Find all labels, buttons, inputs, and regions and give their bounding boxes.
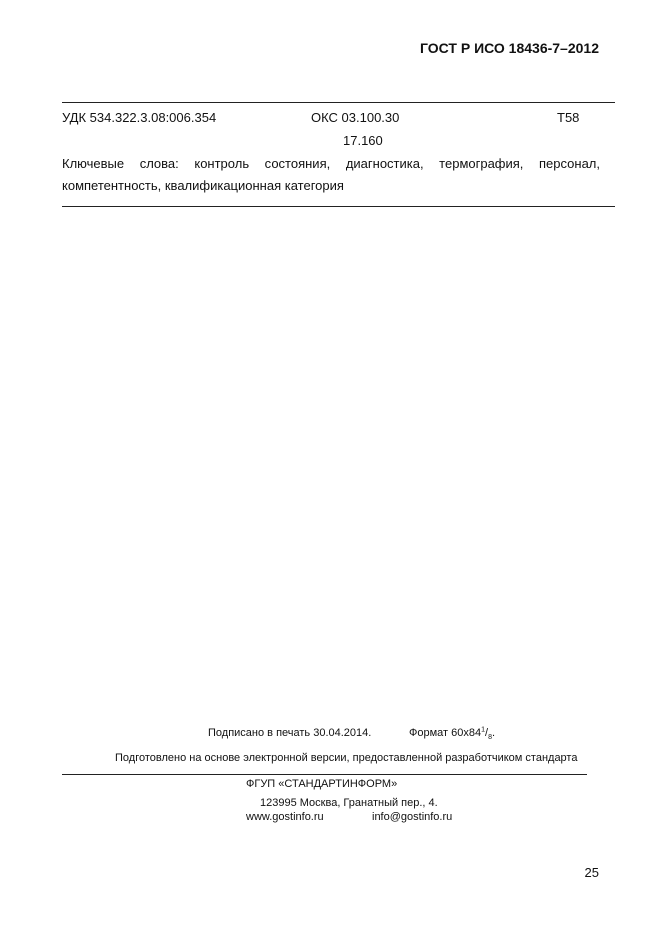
oks-code-second: 17.160 bbox=[343, 133, 383, 148]
udk-code: УДК 534.322.3.08:006.354 bbox=[62, 110, 217, 125]
format-label: Формат 60х84 bbox=[409, 727, 482, 739]
top-divider bbox=[62, 102, 615, 103]
publisher-address: 123995 Москва, Гранатный пер., 4. bbox=[260, 797, 438, 809]
publisher-name: ФГУП «СТАНДАРТИНФОРМ» bbox=[246, 778, 398, 790]
keywords-divider bbox=[62, 206, 615, 207]
classification-code: Т58 bbox=[557, 110, 580, 125]
format-end: . bbox=[491, 727, 496, 739]
publisher-email[interactable]: info@gostinfo.ru bbox=[372, 811, 453, 823]
page-number: 25 bbox=[584, 865, 599, 880]
format-denominator: 8 bbox=[488, 734, 492, 742]
prepared-note: Подготовлено на основе электронной версии, предоставленной разработчиком стандарта bbox=[115, 752, 578, 764]
paper-format: Формат $60х84^1/_8$. bbox=[409, 726, 496, 742]
standard-code: ГОСТ Р ИСО 18436-7–2012 bbox=[420, 40, 599, 56]
oks-code: ОКС 03.100.30 bbox=[311, 110, 400, 125]
keywords-paragraph: Ключевые слова: контроль состояния, диагностика, термография, персонал, компетентность, квалификационная категория bbox=[62, 156, 600, 193]
footer-divider bbox=[62, 774, 587, 775]
signed-date: Подписано в печать 30.04.2014. bbox=[208, 727, 372, 739]
format-numerator: 1 bbox=[481, 726, 486, 734]
publisher-website[interactable]: www.gostinfo.ru bbox=[246, 811, 324, 823]
